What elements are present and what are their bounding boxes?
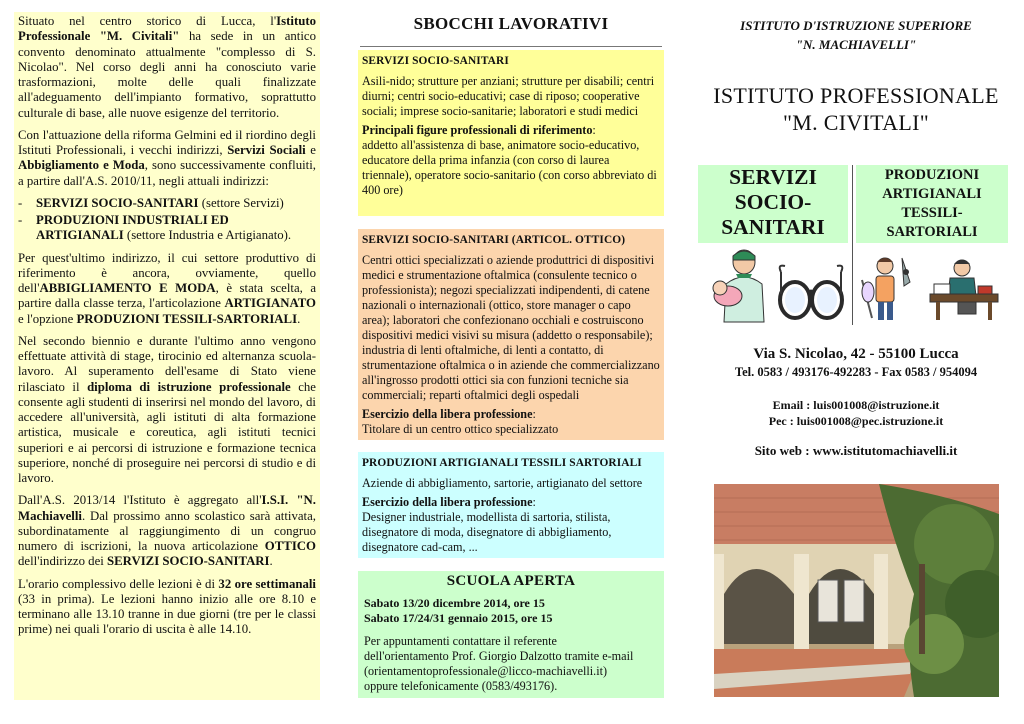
box-sublabel: Esercizio della libera professione [362, 495, 533, 509]
open-date-2: Sabato 17/24/31 gennaio 2015, ore 15 [364, 611, 553, 625]
box-subtext: Designer industriale, modellista di sartoria, stilista, disegnatore di moda, disegnatore di abbigliamento, disegnatore cad-cam, ... [362, 510, 612, 554]
stage-paragraph: Nel secondo biennio e durante l'ultimo anno vengono effettuate attività di stage, tirocinio ed alternanza scuola-lavoro. Al superamento dell'esame di Stato viene rilasciato il diploma di istruzione professionale che consente agli studenti di inserirsi nel mondo del lavoro, di accedere all'università, agli istituti di alta formazione artistica, musicale e coreutica, agli istituti tecnici superiori e ai percorsi di istruzione e formazione tecnica superiore, nonché di proseguire nei percorsi di studio e di lavoro. [18, 333, 316, 485]
sewing-clipart [928, 256, 1000, 322]
box-subtext: Titolare di un centro ottico specializzato [362, 422, 559, 436]
website-link[interactable]: Sito web : www.istitutomachiavelli.it [754, 443, 958, 458]
box-text: Aziende di abbigliamento, sartorie, artigianato del settore [362, 476, 643, 490]
school-title: ISTITUTO PROFESSIONALE "M. CIVITALI" [713, 83, 999, 135]
box-sublabel: Esercizio della libera professione [362, 407, 533, 421]
course-label-social-health: SERVIZI SOCIO- SANITARI [698, 165, 848, 243]
phone-fax: Tel. 0583 / 493176-492283 - Fax 0583 / 954094 [734, 365, 978, 379]
box-header: SERVIZI SOCIO-SANITARI (ARTICOL. OTTICO) [362, 234, 626, 246]
email-address[interactable]: Email : luis001008@istruzione.it [772, 398, 940, 412]
institute-header: ISTITUTO D'ISTRUZIONE SUPERIORE "N. MACHIAVELLI" [740, 18, 972, 52]
box-sublabel: Principali figure professionali di riferimento [362, 123, 593, 137]
aggregation-paragraph: Dall'A.S. 2013/14 l'Istituto è aggregato all'I.S.I. "N. Machiavelli. Dal prossimo anno scolastico sarà attivata, subordinatamente al raggiungimento di un congruo numero di iscrizioni, la nuova articolazione OTTICO dell'indirizzo dei SERVIZI SOCIO-SANITARI. [18, 493, 316, 569]
career-box-textile: PRODUZIONI ARTIGIANALI TESSILI SARTORIALI Aziende di abbigliamento, sartorie, artigianato del settore Esercizio della libera professione: Designer industriale, modellista di sartoria, stilista, disegnatore di moda, disegnatore di abbigliamento, disegnatore cad-cam, ... [358, 452, 664, 558]
career-box-optics: SERVIZI SOCIO-SANITARI (ARTICOL. OTTICO) Centri ottici specializzati o aziende produttrici di dispositivi medici e strumentazione oftalmica (consulente tecnico o professionista); negozi specializzati indipendenti, di catene nazionali o internazionali (ottico, store manager o capo area); laboratori che confezionano occhiali e costruiscono dispositivi medici visivi su misura (addetto o responsabile); industria di lenti oftalmiche, di lenti a contatto, di strumentazione oftalmica o in aziende che commercializzano all'ingrosso prodotti ottici sia con funzioni tecniche sia commerciali; reparti oftalmici degli ospedali Esercizio della libera professione: Titolare di un centro ottico specializzato [358, 229, 664, 440]
nurse-clipart [706, 244, 766, 324]
section-title: SBOCCHI LAVORATIVI [413, 14, 609, 33]
glasses-clipart [775, 262, 847, 322]
box-header: SERVIZI SOCIO-SANITARI [362, 55, 509, 67]
left-column [14, 12, 320, 700]
open-school-title: SCUOLA APERTA [446, 573, 576, 589]
box-header: PRODUZIONI ARTIGIANALI TESSILI SARTORIALI [362, 457, 642, 469]
tailor-clipart [858, 252, 920, 322]
intro-paragraph: Situato nel centro storico di Lucca, l'Istituto Professionale "M. Civitali" ha sede in un antico convento denominato attualmente "complesso di S. Nicolao". Nel corso degli anni ha conosciuto varie trasformazioni, molte delle quali finalizzate all'adeguamento dell'impianto formativo, soprattutto culturale di base, alle nuove esigenze del territorio. [18, 14, 316, 120]
cloister-photo [714, 484, 999, 697]
contact-phone: oppure telefonicamente (0583/493176). [364, 679, 558, 693]
divider [360, 46, 662, 47]
list-item: - SERVIZI SOCIO-SANITARI (settore Servizi) [18, 195, 284, 210]
box-subtext: addetto all'assistenza di base, animatore socio-educativo, educatore della prima infanzia (con corso di laurea triennale), operatore socio-sanitario (con corso abbreviato di 400 ore) [362, 138, 657, 197]
career-box-social-health: SERVIZI SOCIO-SANITARI Asili-nido; strutture per anziani; strutture per disabili; centri diurni; centri socio-educativi; case di riposo; cooperative sociali; imprese socio-sanitarie; laboratori e studi medici Principali figure professionali di riferimento: addetto all'assistenza di base, animatore socio-educativo, educatore della prima infanzia (con corso di laurea triennale), operatore socio-sanitario (con corso abbreviato di 400 ore) [358, 50, 664, 216]
contact-line: Per appuntamenti contattare il referente [364, 634, 557, 648]
box-text: Centri ottici specializzati o aziende produttrici di dispositivi medici e strumentazione oftalmica (consulente tecnico o professionista); negozi specializzati indipendenti, di catene nazionali o internazionali (ottico, store manager o capo area); laboratori che confezionano occhiali e costruiscono dispositivi medici visivi su misura (addetto o responsabile); industria di lenti oftalmiche, di lenti a contatto, di strumentazione oftalmica o in aziende che commercializzano all'ingrosso prodotti ottici sia con funzioni tecniche sia commerciali; reparti oftalmici degli ospedali [362, 253, 660, 402]
contact-line: dell'orientamento Prof. Giorgio Dalzotto tramite e-mail [364, 649, 634, 663]
box-text: Asili-nido; strutture per anziani; strutture per disabili; centri diurni; centri socio-educativi; case di riposo; cooperative sociali; imprese socio-sanitarie; laboratori e studi medici [362, 74, 655, 118]
reform-paragraph: Con l'attuazione della riforma Gelmini ed il riordino degli Istituti Professionali, i vecchi indirizzi, Servizi Sociali e Abbigliamento e Moda, sono successivamente confluiti, a partire dall'A.S. 2010/11, negli attuali indirizzi: [18, 127, 316, 188]
open-date-1: Sabato 13/20 dicembre 2014, ore 15 [364, 596, 545, 610]
timetable-paragraph: L'orario complessivo delle lezioni è di 32 ore settimanali (33 in prima). Le lezioni hanno inizio alle ore 8.10 e terminano alle 13.10 tranne in due giorni (tre per le classi prime) nei quali l'orario di uscita è alle 14.10. [18, 576, 316, 637]
contact-emails [698, 397, 1014, 429]
divider [852, 165, 853, 325]
list-item: - PRODUZIONI INDUSTRIALI ED ARTIGIANALI (settore Industria e Artigianato). [18, 213, 292, 243]
open-school-box [358, 571, 664, 698]
course-label-textile: PRODUZIONI ARTIGIANALI TESSILI- SARTORIALI [856, 165, 1008, 243]
pec-address[interactable]: Pec : luis001008@pec.istruzione.it [768, 414, 944, 428]
contact-email: (orientamentoprofessionale@licco-machiavelli.it) [364, 664, 608, 678]
address: Via S. Nicolao, 42 - 55100 Lucca [753, 346, 959, 362]
articulation-paragraph: Per quest'ultimo indirizzo, il cui settore produttivo di riferimento è ancora, ovviamente, quello dell'ABBIGLIAMENTO E MODA, è stata scelta, a partire dalla classe terza, l'articolazione ARTIGIANATO e l'opzione PRODUZIONI TESSILI-SARTORIALI. [18, 250, 316, 326]
